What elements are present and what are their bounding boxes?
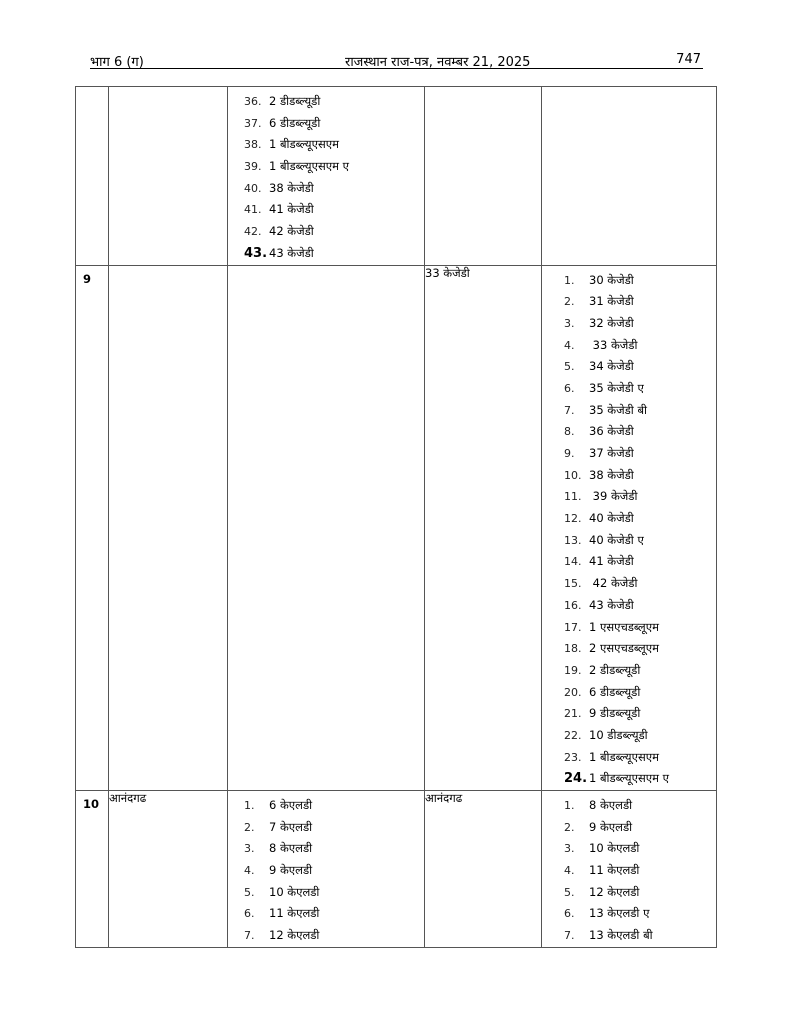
- gazette-title: राजस्थान राज-पत्र, नवम्बर 21, 2025: [345, 55, 531, 70]
- list-item-text: 2 डीडब्ल्यूडी: [269, 94, 321, 108]
- list-item: [244, 243, 424, 265]
- list-item: [564, 725, 716, 747]
- list-item-number: 21.: [564, 707, 582, 721]
- list-item-number: 43.: [244, 245, 268, 261]
- list-item: [244, 860, 424, 882]
- list-item: [564, 421, 716, 443]
- list-item-number: 2.: [244, 820, 255, 834]
- list-item-number: 19.: [564, 663, 582, 677]
- list-item: [564, 595, 716, 617]
- part-label: भाग 6 (ग): [90, 55, 144, 70]
- list-item-text: 38 केजेडी: [589, 467, 634, 482]
- list-item-text: 11 केएलडी: [269, 906, 320, 921]
- list-b-cell: [542, 87, 717, 266]
- list-item-number: 3.: [564, 316, 575, 330]
- list-item-number: 42.: [244, 225, 262, 239]
- list-item-text: 6 केएलडी: [269, 798, 313, 812]
- list-item-number: 11.: [564, 490, 582, 504]
- list-item-text: 13 केएलडी बी: [589, 928, 653, 943]
- place-a: आनंदगढ: [109, 791, 228, 948]
- list-item: [244, 795, 424, 817]
- list-item: [564, 486, 716, 508]
- list-item-text: 42 केजेडी: [589, 576, 638, 591]
- page-header: [90, 52, 703, 69]
- list-item-text: 10 केएलडी: [269, 884, 320, 899]
- list-item: [564, 747, 716, 769]
- list-item-text: 12 केएलडी: [589, 884, 640, 899]
- list-item-text: 31 केजेडी: [589, 294, 634, 309]
- list-item: [564, 903, 716, 925]
- list-item-number: 1.: [564, 799, 575, 812]
- list-item-text: 9 डीडब्ल्यूडी: [589, 706, 641, 721]
- list-item-number: 8.: [564, 425, 575, 439]
- list-item: [564, 817, 716, 839]
- place-b: आनंदगढ: [425, 791, 542, 948]
- list-item-number: 12.: [564, 512, 582, 526]
- list-b-cell: [542, 265, 717, 791]
- list-item-number: 7.: [564, 929, 575, 943]
- list-item-number: 7.: [244, 929, 255, 943]
- list-item-text: 41 केजेडी: [269, 202, 314, 217]
- list-item: [564, 573, 716, 595]
- list-item: [564, 703, 716, 725]
- list-item-number: 9.: [564, 447, 575, 460]
- numbered-list: [542, 266, 716, 791]
- list-item: [564, 617, 716, 639]
- list-item-text: 1 बीडब्ल्यूएसएम ए: [589, 771, 669, 786]
- list-item-number: 5.: [564, 360, 575, 374]
- list-item: [564, 682, 716, 704]
- list-item-number: 7.: [564, 403, 575, 417]
- list-item-text: 12 केएलडी: [269, 928, 320, 943]
- list-item-text: 1 बीडब्ल्यूएसएम: [269, 137, 339, 152]
- list-item-text: 2 एसएचडब्लूएम: [589, 641, 659, 656]
- list-item-text: 6 डीडब्ल्यूडी: [269, 115, 321, 130]
- list-item: [564, 860, 716, 882]
- list-item-number: 6.: [564, 907, 575, 921]
- list-item-text: 11 केएलडी: [589, 863, 640, 878]
- list-item-number: 37.: [244, 116, 262, 130]
- list-item-number: 4.: [564, 864, 575, 878]
- page-number: 747: [676, 52, 701, 67]
- list-item: [564, 313, 716, 335]
- numbered-list: [542, 87, 716, 91]
- list-item-text: 36 केजेडी: [589, 424, 634, 439]
- row-number: 10: [76, 791, 109, 948]
- list-item-text: 35 केजेडी ए: [589, 380, 644, 395]
- list-item: [244, 882, 424, 904]
- list-b-cell: [542, 791, 717, 948]
- list-item: [564, 882, 716, 904]
- list-item-number: 38.: [244, 138, 262, 152]
- list-item: [244, 903, 424, 925]
- list-item-number: 5.: [244, 885, 255, 899]
- list-a-cell: [228, 87, 425, 266]
- list-item: [244, 838, 424, 860]
- list-item-text: 42 केजेडी: [269, 224, 314, 239]
- list-item-text: 37 केजेडी: [589, 446, 634, 460]
- place-a: [109, 265, 228, 791]
- list-item: [564, 465, 716, 487]
- list-item: [564, 925, 716, 947]
- list-item-number: 3.: [244, 842, 255, 856]
- list-item-number: 15.: [564, 577, 582, 591]
- list-item-number: 22.: [564, 728, 582, 742]
- place-b: [425, 87, 542, 266]
- list-item-text: 9 केएलडी: [589, 819, 633, 834]
- list-item: [244, 113, 424, 135]
- list-item-number: 36.: [244, 95, 262, 108]
- list-item-number: 2.: [564, 820, 575, 834]
- list-item: [564, 270, 716, 292]
- list-item-text: 13 केएलडी ए: [589, 906, 650, 921]
- list-item-text: 1 एसएचडब्लूएम: [589, 619, 659, 634]
- list-item: [564, 508, 716, 530]
- numbered-list: [542, 791, 716, 947]
- list-item-text: 38 केजेडी: [269, 180, 314, 195]
- list-item: [244, 199, 424, 221]
- list-a-cell: [228, 791, 425, 948]
- list-item-number: 24.: [564, 771, 588, 787]
- list-item: [564, 291, 716, 313]
- list-item-number: 18.: [564, 642, 582, 656]
- list-item: [564, 551, 716, 573]
- list-item: [564, 335, 716, 357]
- list-item-number: 16.: [564, 598, 582, 612]
- list-item-text: 6 डीडब्ल्यूडी: [589, 684, 641, 699]
- list-item-text: 43 केजेडी: [269, 245, 314, 260]
- list-item-text: 2 डीडब्ल्यूडी: [589, 662, 641, 677]
- list-item: [564, 378, 716, 400]
- list-item-text: 10 डीडब्ल्यूडी: [589, 727, 648, 742]
- table-row: [76, 87, 717, 266]
- list-item-number: 2.: [564, 295, 575, 309]
- list-item-number: 1.: [244, 799, 255, 812]
- list-item-number: 6.: [244, 907, 255, 921]
- list-item-text: 40 केजेडी ए: [589, 532, 644, 547]
- list-item: [564, 660, 716, 682]
- row-number: 9: [76, 265, 109, 791]
- list-item-number: 20.: [564, 685, 582, 699]
- list-item: [564, 530, 716, 552]
- list-item-number: 3.: [564, 842, 575, 856]
- list-item: [564, 768, 716, 790]
- list-item-text: 1 बीडब्ल्यूएसएम: [589, 749, 659, 764]
- list-item: [244, 817, 424, 839]
- list-item: [244, 221, 424, 243]
- list-item: [244, 925, 424, 947]
- list-item-number: 4.: [244, 864, 255, 878]
- list-item-text: 32 केजेडी: [589, 315, 634, 330]
- list-item-text: 30 केजेडी: [589, 272, 634, 287]
- list-item-text: 7 केएलडी: [269, 819, 313, 834]
- list-item-text: 9 केएलडी: [269, 863, 313, 878]
- list-item-number: 13.: [564, 533, 582, 547]
- list-item: [244, 134, 424, 156]
- list-item: [244, 178, 424, 200]
- list-item-number: 40.: [244, 181, 262, 195]
- list-item-text: 40 केजेडी: [589, 511, 634, 526]
- list-item-text: 34 केजेडी: [589, 359, 634, 374]
- list-item-number: 5.: [564, 885, 575, 899]
- list-item-number: 23.: [564, 750, 582, 764]
- list-item: [564, 443, 716, 465]
- list-item-number: 6.: [564, 381, 575, 395]
- numbered-list: [228, 266, 424, 270]
- table-row: [76, 791, 717, 948]
- table-row: [76, 265, 717, 791]
- list-item-number: 1.: [564, 273, 575, 287]
- list-item-number: 4.: [564, 338, 575, 352]
- numbered-list: [75, 87, 424, 265]
- list-item-number: 39.: [244, 160, 262, 174]
- list-item: [564, 795, 716, 817]
- list-item-number: 10.: [564, 468, 582, 482]
- list-item: [244, 91, 424, 113]
- place-b: 33 केजेडी: [425, 265, 542, 791]
- list-a-cell: [228, 265, 425, 791]
- list-item-number: 17.: [564, 620, 582, 634]
- list-item: [564, 400, 716, 422]
- list-item-text: 39 केजेडी: [589, 489, 638, 504]
- list-item: [564, 638, 716, 660]
- list-item-text: 33 केजेडी: [589, 337, 638, 352]
- list-item-text: 35 केजेडी बी: [589, 402, 647, 417]
- gazette-table: [75, 86, 717, 948]
- list-item: [564, 356, 716, 378]
- list-item-number: 14.: [564, 555, 582, 569]
- list-item-text: 1 बीडब्ल्यूएसएम ए: [269, 159, 349, 174]
- list-item-text: 43 केजेडी: [589, 597, 634, 612]
- list-item-text: 10 केएलडी: [589, 841, 640, 856]
- list-item-number: 41.: [244, 203, 262, 217]
- list-item-text: 8 केएलडी: [269, 841, 313, 856]
- numbered-list: [228, 791, 424, 947]
- list-item-text: 41 केजेडी: [589, 554, 634, 569]
- list-item: [244, 156, 424, 178]
- list-item: [564, 838, 716, 860]
- list-item-text: 8 केएलडी: [589, 798, 633, 812]
